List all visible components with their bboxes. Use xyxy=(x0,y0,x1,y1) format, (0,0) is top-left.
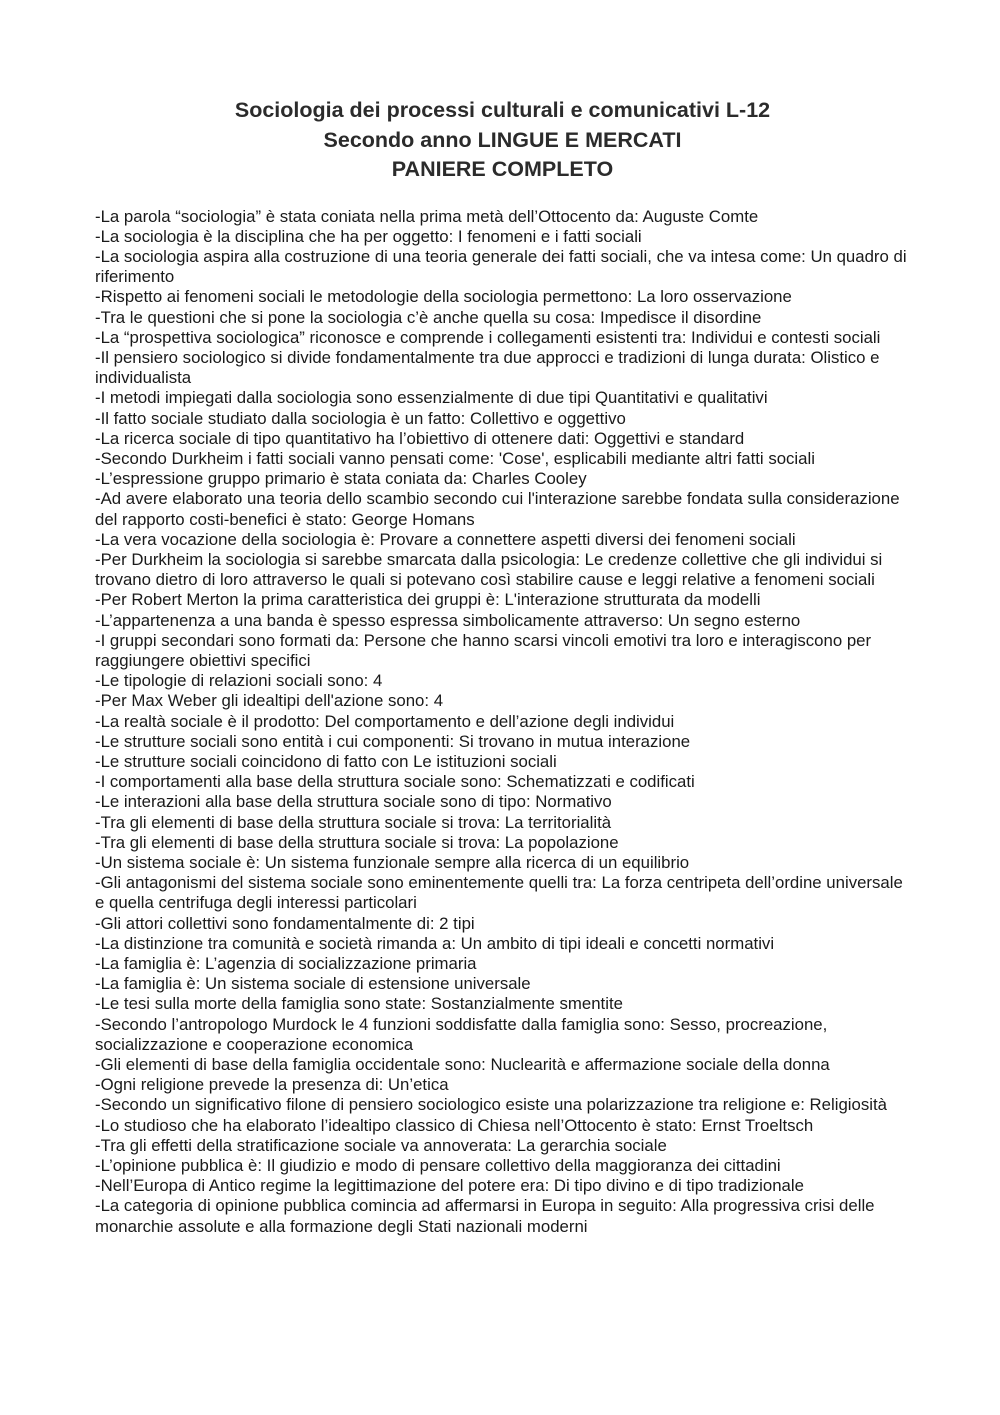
list-item: -Gli antagonismi del sistema sociale sono eminentemente quelli tra: La forza centripeta dell’ordine universale e quella centrifuga degli interessi particolari xyxy=(95,873,903,913)
list-item: -Tra le questioni che si pone la sociologia c’è anche quella su cosa: Impedisce il disordine xyxy=(95,307,762,327)
list-item: -Ad avere elaborato una teoria dello scambio secondo cui l'interazione sarebbe fondata sulla considerazione del rapporto costi-benefici è stato: George Homans xyxy=(95,489,900,529)
list-item: -Lo studioso che ha elaborato l’idealtipo classico di Chiesa nell’Ottocento è stato: Ernst Troeltsch xyxy=(95,1115,814,1135)
list-item: -Le tesi sulla morte della famiglia sono state: Sostanzialmente smentite xyxy=(95,994,623,1014)
list-item: -La famiglia è: Un sistema sociale di estensione universale xyxy=(95,974,531,994)
list-item: -La famiglia è: L’agenzia di socializzazione primaria xyxy=(95,954,477,974)
list-item: -Rispetto ai fenomeni sociali le metodologie della sociologia permettono: La loro osservazione xyxy=(95,287,792,307)
list-item: -Le strutture sociali coincidono di fatto con Le istituzioni sociali xyxy=(95,751,557,771)
list-item: -Gli elementi di base della famiglia occidentale sono: Nuclearità e affermazione sociale della donna xyxy=(95,1055,830,1075)
list-item: -Tra gli elementi di base della struttura sociale si trova: La territorialità xyxy=(95,812,612,832)
list-item: -La sociologia è la disciplina che ha per oggetto: I fenomeni e i fatti sociali xyxy=(95,226,642,246)
list-item: -Secondo un significativo filone di pensiero sociologico esiste una polarizzazione tra religione e: Religiosità xyxy=(95,1095,887,1115)
list-item: -La sociologia aspira alla costruzione di una teoria generale dei fatti sociali, che va intesa come: Un quadro di riferimento xyxy=(95,246,907,287)
list-item: -Il pensiero sociologico si divide fondamentalmente tra due approcci e tradizioni di lunga durata: Olistico e individualista xyxy=(95,347,880,388)
list-item: -Le interazioni alla base della struttura sociale sono di tipo: Normativo xyxy=(95,792,612,812)
list-item: -La categoria di opinione pubblica comincia ad affermarsi in Europa in seguito: Alla progressiva crisi delle monarchie assolute e alla formazione degli Stati nazionali moderni xyxy=(95,1196,875,1236)
list-item: -Per Robert Merton la prima caratteristica dei gruppi è: L'interazione strutturata da modelli xyxy=(95,590,761,610)
document-title xyxy=(95,96,910,185)
title-line-course: Sociologia dei processi culturali e comunicativi L-12 xyxy=(234,98,771,122)
list-item: -Nell’Europa di Antico regime la legittimazione del potere era: Di tipo divino e di tipo tradizionale xyxy=(95,1176,804,1196)
list-item: -La vera vocazione della sociologia è: Provare a connettere aspetti diversi dei fenomeni sociali xyxy=(95,529,796,549)
question-answer-list xyxy=(95,207,910,1237)
list-item: -I comportamenti alla base della struttura sociale sono: Schematizzati e codificati xyxy=(95,772,695,792)
list-item: -La parola “sociologia” è stata coniata nella prima metà dell’Ottocento da: Auguste Comte xyxy=(95,206,759,226)
list-item: -Il fatto sociale studiato dalla sociologia è un fatto: Collettivo e oggettivo xyxy=(95,408,626,428)
title-line-year: Secondo anno LINGUE E MERCATI xyxy=(323,127,682,152)
list-item: -I metodi impiegati dalla sociologia sono essenzialmente di due tipi Quantitativi e qualitativi xyxy=(95,388,768,408)
list-item: -Le tipologie di relazioni sociali sono: 4 xyxy=(95,671,383,691)
list-item: -Tra gli elementi di base della struttura sociale si trova: La popolazione xyxy=(95,832,619,852)
list-item: -Un sistema sociale è: Un sistema funzionale sempre alla ricerca di un equilibrio xyxy=(95,853,690,872)
list-item: -La realtà sociale è il prodotto: Del comportamento e dell’azione degli individui xyxy=(95,711,675,731)
list-item: -L’appartenenza a una banda è spesso espressa simbolicamente attraverso: Un segno esterno xyxy=(95,610,801,630)
title-line-subtitle: PANIERE COMPLETO xyxy=(391,157,614,181)
list-item: -L’espressione gruppo primario è stata coniata da: Charles Cooley xyxy=(95,469,587,489)
list-item: -Per Max Weber gli idealtipi dell'azione sono: 4 xyxy=(95,691,444,711)
list-item: -La distinzione tra comunità e società rimanda a: Un ambito di tipi ideali e concetti normativi xyxy=(95,933,775,953)
list-item: -Secondo Durkheim i fatti sociali vanno pensati come: 'Cose', esplicabili mediante altri fatti sociali xyxy=(95,448,815,468)
list-item: -Per Durkheim la sociologia si sarebbe smarcata dalla psicologia: Le credenze collettive che gli individui si trovano dietro di loro attraverso le quali si potevano così stabilire cause e leggi relative a fenomeni sociali xyxy=(95,549,883,590)
list-item: -La “prospettiva sociologica” riconosce e comprende i collegamenti esistenti tra: Individui e contesti sociali xyxy=(95,327,881,347)
list-item: -Ogni religione prevede la presenza di: Un’etica xyxy=(95,1075,449,1095)
list-item: -Tra gli effetti della stratificazione sociale va annoverata: La gerarchia sociale xyxy=(95,1135,667,1155)
list-item: -Le strutture sociali sono entità i cui componenti: Si trovano in mutua interazione xyxy=(95,731,691,751)
list-item: -L’opinione pubblica è: Il giudizio e modo di pensare collettivo della maggioranza dei cittadini xyxy=(95,1156,781,1176)
list-item: -La ricerca sociale di tipo quantitativo ha l’obiettivo di ottenere dati: Oggettivi e standard xyxy=(95,428,745,448)
list-item: -Secondo l’antropologo Murdock le 4 funzioni soddisfatte dalla famiglia sono: Sesso, procreazione, socializzazione e cooperazione economica xyxy=(95,1014,828,1054)
list-item: -Gli attori collettivi sono fondamentalmente di: 2 tipi xyxy=(95,913,475,933)
list-item: -I gruppi secondari sono formati da: Persone che hanno scarsi vincoli emotivi tra loro e interagiscono per raggiungere obiettivi specifici xyxy=(95,630,872,670)
